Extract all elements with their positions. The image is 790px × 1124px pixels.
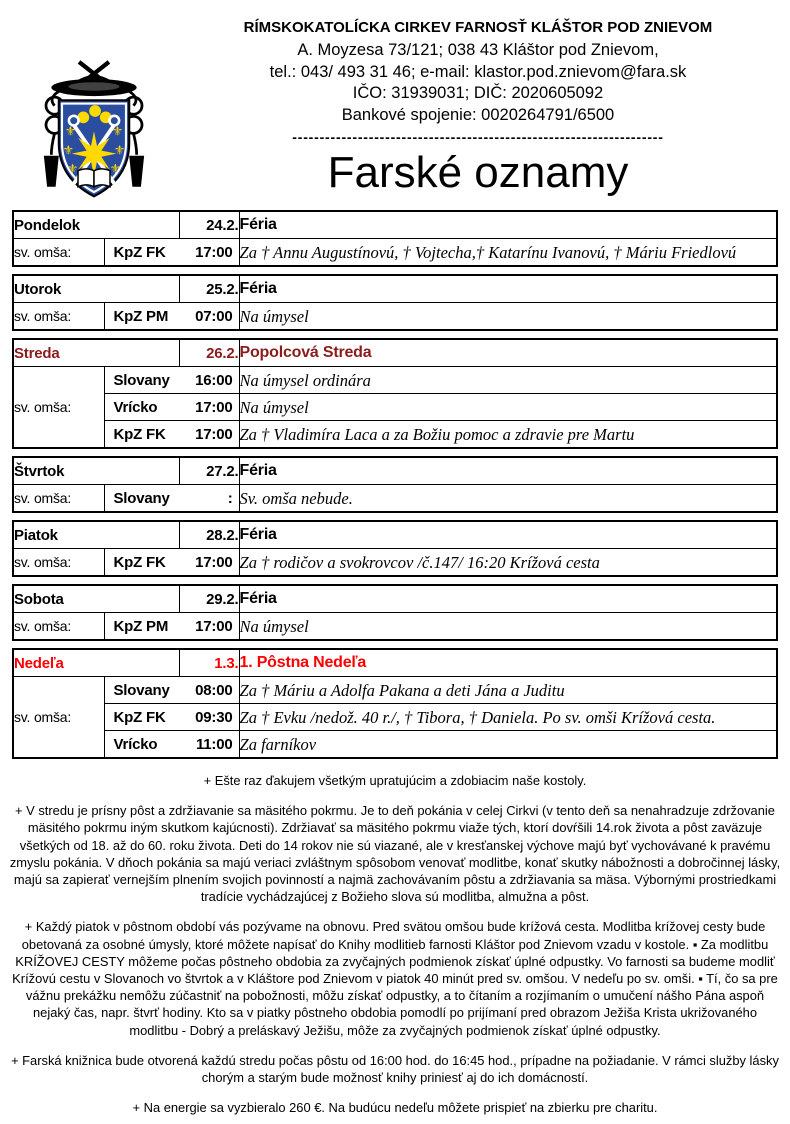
mass-intention: Za † Máriu a Adolfa Pakana a deti Jána a Juditu (239, 677, 777, 704)
day-block-streda (12, 338, 778, 449)
page-title: Farské oznamy (327, 148, 629, 197)
mass-place: KpZ PM (113, 307, 169, 325)
mass-time: 17:00 (195, 617, 233, 635)
mass-place: KpZ FK (113, 425, 166, 443)
parish-coat-of-arms-icon (30, 56, 158, 198)
day-name: Piatok (13, 521, 179, 549)
mass-time: 16:00 (195, 371, 233, 389)
mass-place: Slovany (113, 371, 170, 389)
mass-intention: Za † rodičov a svokrovcov /č.147/ 16:20 Krížová cesta (239, 549, 777, 577)
mass-time: 17:00 (195, 243, 233, 261)
day-name: Utorok (13, 275, 179, 303)
header-text (178, 18, 778, 198)
announcements (0, 766, 790, 1124)
day-feast: 1. Pôstna Nedeľa (239, 649, 777, 677)
header (0, 0, 790, 198)
mass-intention: Za † Annu Augustínovú, † Vojtecha,† Katarínu Ivanovú, † Máriu Friedlovú (239, 239, 777, 267)
announcement-paragraph: + Ešte raz ďakujem všetkým upratujúcim a zdobiacim naše kostoly. (203, 773, 587, 788)
mass-label: sv. omša: (13, 677, 104, 759)
mass-place-time (104, 549, 239, 577)
mass-place-time (104, 421, 239, 449)
day-name: Nedeľa (13, 649, 179, 677)
svg-text:⚜: ⚜ (109, 161, 122, 177)
day-block-sobota (12, 584, 778, 641)
svg-text:⚜: ⚜ (111, 124, 124, 140)
announcement-paragraph: + V stredu je prísny pôst a zdržiavanie sa mäsitého pokrmu. Je to deň pokánia v celej Cirkvi (v tento deň sa nenahradzuje zdržovanie mäsitého pokrmu iným skutkom kajúcnosti). Zdržiavať sa mäsitého pokrmu viaže tých, ktorí dovŕšili 14.rok života a pôst zaväzuje všetkých od 18. až do 60. roku života. Deti do 14 rokov nie sú viazané, ale v kresťanskej výchove majú byť vychovávané k pravému zmyslu pokánia. V dňoch pokánia sa majú veriaci zvláštnym spôsobom venovať modlitbe, konať skutky nábožnosti a dobročinnej lásky, majú sa zapierať vernejším plnením svojich povinností a najmä zachovávaním pôstu a zdržiavania sa mäsa. Výbornými prostriedkami tradície vychádzajúcej z Božieho slova sú modlitba, almužna a pôst. (9, 803, 781, 905)
day-date: 27.2. (179, 457, 239, 485)
mass-place-time (104, 239, 239, 267)
mass-place: Slovany (113, 681, 170, 699)
mass-label: sv. omša: (13, 239, 104, 267)
mass-place-time (104, 303, 239, 331)
mass-place: KpZ FK (113, 243, 166, 261)
day-feast: Féria (239, 457, 777, 485)
day-feast: Féria (239, 211, 777, 239)
parish-contact: tel.: 043/ 493 31 46; e-mail: klastor.pod.znievom@fara.sk (269, 62, 687, 81)
day-name: Štvrtok (13, 457, 179, 485)
day-date: 29.2. (179, 585, 239, 613)
mass-place: Vrícko (113, 398, 158, 416)
mass-place-time (104, 394, 239, 421)
day-name: Sobota (13, 585, 179, 613)
mass-place: KpZ FK (113, 708, 166, 726)
mass-place-time (104, 731, 239, 759)
mass-place-time (104, 367, 239, 394)
mass-label: sv. omša: (13, 613, 104, 641)
day-feast: Féria (239, 275, 777, 303)
mass-intention: Na úmysel (239, 613, 777, 641)
day-feast: Féria (239, 521, 777, 549)
mass-intention: Na úmysel ordinára (239, 367, 777, 394)
mass-place-time (104, 485, 239, 513)
mass-intention: Za † Vladimíra Laca a za Božiu pomoc a zdravie pre Martu (239, 421, 777, 449)
mass-schedule (12, 210, 778, 759)
mass-time: 09:30 (195, 708, 233, 726)
mass-place: KpZ FK (113, 553, 166, 571)
parish-name: RÍMSKOKATOLÍCKA CIRKEV FARNOSŤ KLÁŠTOR POD ZNIEVOM (243, 19, 713, 36)
mass-time: 17:00 (195, 425, 233, 443)
mass-time: 07:00 (195, 307, 233, 325)
svg-text:⚜: ⚜ (66, 161, 79, 177)
day-date: 26.2. (179, 339, 239, 367)
divider-dashes: -------------------------------------------------------------------- (292, 129, 664, 145)
mass-intention: Na úmysel (239, 303, 777, 331)
mass-place: KpZ PM (113, 617, 169, 635)
mass-time: 17:00 (195, 398, 233, 416)
mass-time: 08:00 (195, 681, 233, 699)
mass-label: sv. omša: (13, 549, 104, 577)
announcement-paragraph: + Farská knižnica bude otvorená každú stredu počas pôstu od 16:00 hod. do 16:45 hod., prípadne na požiadanie. V rámci služby lásky chorým a starým bude možnosť knihy priniesť aj do ich domácností. (11, 1052, 779, 1086)
day-feast: Féria (239, 585, 777, 613)
parish-address: A. Moyzesa 73/121; 038 43 Kláštor pod Znievom, (297, 41, 659, 59)
day-block-piatok (12, 520, 778, 577)
mass-intention: Sv. omša nebude. (239, 485, 777, 513)
mass-time: 17:00 (195, 553, 233, 571)
day-name: Pondelok (13, 211, 179, 239)
mass-time: : (227, 489, 233, 507)
mass-time: 11:00 (195, 735, 233, 753)
day-block-štvrtok (12, 456, 778, 513)
mass-place-time (104, 704, 239, 731)
mass-intention: Na úmysel (239, 394, 777, 421)
svg-text:⚜: ⚜ (113, 143, 126, 159)
svg-text:⚜: ⚜ (64, 124, 77, 140)
mass-label: sv. omša: (13, 485, 104, 513)
day-feast: Popolcová Streda (239, 339, 777, 367)
day-date: 24.2. (179, 211, 239, 239)
day-date: 28.2. (179, 521, 239, 549)
mass-label: sv. omša: (13, 303, 104, 331)
day-name: Streda (13, 339, 179, 367)
mass-label: sv. omša: (13, 367, 104, 449)
svg-text:⚜: ⚜ (62, 143, 75, 159)
day-date: 1.3. (179, 649, 239, 677)
mass-place-time (104, 677, 239, 704)
parish-ids: IČO: 31939031; DIČ: 2020605092 (352, 84, 604, 102)
mass-place: Slovany (113, 489, 170, 507)
mass-intention: Za farníkov (239, 731, 777, 759)
day-block-nedeľa (12, 648, 778, 759)
mass-place: Vrícko (113, 735, 158, 753)
announcement-paragraph: + Na energie sa vyzbieralo 260 €. Na budúcu nedeľu môžete prispieť na zbierku pre charitu. (132, 1100, 658, 1116)
day-block-utorok (12, 274, 778, 331)
day-block-pondelok (12, 210, 778, 267)
mass-place-time (104, 613, 239, 641)
mass-intention: Za † Evku /nedož. 40 r./, † Tibora, † Daniela. Po sv. omši Krížová cesta. (239, 704, 777, 731)
announcement-paragraph: + Každý piatok v pôstnom období vás pozývame na obnovu. Pred svätou omšou bude krížová cesta. Modlitba krížovej cesty bude obetovaná za osobné úmysly, ktoré môžete napísať do Knihy modlitieb farnosti Kláštor pod Znievom vzadu v kostole. ▪ Za modlitbu KRÍŽOVEJ CESTY môžeme počas pôstneho obdobia za zvyčajných podmienok získať úplné odpustky. Vo farnosti sa budeme modliť Krížovú cestu v Slovanoch vo štvrtok a v Kláštore pod Znievom v piatok 40 minút pred sv. omšou. V nedeľu po sv. omši. ▪ Tí, čo sa pre vážnu prekážku nemôžu zúčastniť na pobožnosti, môžu získať odpustky, a to čítaním a rozjímaním o umučení nášho Pána aspoň nejaký čas, napr. štvrť hodiny. Kto sa v piatky pôstneho obdobia pomodlí po prijímaní pred obrazom Ježiša Krista ukrižovaného modlitbu - Dobrý a preláskavý Ježišu, môže za zvyčajných podmienok získať úplné odpustky. (12, 919, 778, 1038)
parish-bank: Bankové spojenie: 0020264791/6500 (341, 105, 615, 124)
day-date: 25.2. (179, 275, 239, 303)
